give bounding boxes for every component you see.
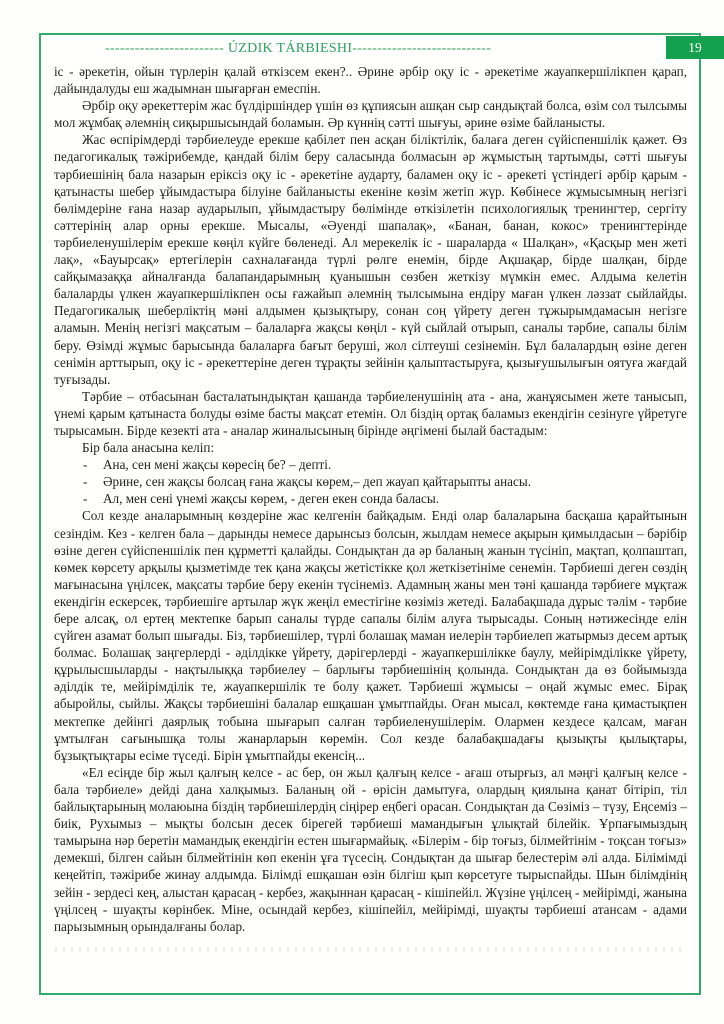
dialog-dash: -: [83, 474, 88, 490]
journal-title: ÚZDIK TÁRBIESHI: [224, 41, 353, 56]
page-number-badge: [666, 36, 724, 59]
header-dashes-left: ------------------------: [105, 41, 225, 56]
header-dashes-right: ----------------------------: [352, 41, 492, 56]
article-body: [41, 61, 699, 935]
dialog-dash: -: [83, 491, 88, 507]
paragraph: Сол кезде аналарымның көздеріне жас келгенін байқадым. Енді олар балаларына басқаша қарайтынын сезіндім. Кез - келген бала – дарынды немесе дарынсыз болсын, жылдам немесе ақырын қимылдасын – бәрібір өзіне деген сүйіспеншілік пен құрметті қалайды. Сондықтан да әр баланың жанын түсініп, мақтап, қолпаштап, көмек көрсету арқылы қызметімде тек қана жақсы жетістікке қол жеткізетініме сенемін. Тәрбиеші деген сөздің мағынасына үңілсек, мақсаты тәрбие беру екенін түсінеміз. Адамның жаны мен тәні қашанда тәрбиеге мұқтаж екендігін ескерсек, тәрбиешіге артылар жүк жеңіл еместігіне көзіміз жетеді. Балабақшада дұрыс тәлім - тәрбие бере алсақ, ол ертең мектепке барып саналы түрде сапалы білім алуға тырысады. Соның нәтижесінде елін сүйген азамат болып шығады. Біз, тәрбиешілер, түрлі болашақ маман иелерін тәрбиелеп жатырмыз десем артық болмас. Болашақ заңгерлерді - әділдікке үйрету, дәрігерлерді - жауапкершілікке баулу, мейірімділікке үйрету, құрылысшыларды - нақтылыққа тәрбиелеу – барлығы тәрбиешінің қолында. Сондықтан да өз бойымызда әділдік те, мейірімділік те, жауапкершілік те болу қажет. Тәрбиеші жұмысы – оңай жұмыс емес. Бірақ абыройлы, сыйлы. Жақсы тәрбиешіні балалар ешқашан ұмытпайды. Оған мысал, көктемде ғана қимастықпен мектепке дейінгі даярлық тобына шығарып салған тәрбиеленушілерім. Олармен кездесе қалсам, маған ұмтылған сағынышқа толы жанарларын көремін. Сол кезде балабақшадағы қызықты қылықтары, бұзықтықтары есіме түседі. Бірін ұмытпайды екенсің...: [54, 508, 687, 763]
journal-header: [105, 40, 699, 57]
dialog-text: Ал, мен сені үнемі жақсы көрем, - деген екен сонда баласы.: [103, 491, 440, 507]
paragraph: Тәрбие – отбасынан басталатындықтан қашанда тәрбиеленушінің ата - ана, жанұясымен жете танысып, үнемі қарым қатынаста болуды өзіме басты мақсат етемін. Ол біздің ортақ баламыз екендігін сезінуге үйретуге тырысамын. Бірде кезекті ата - аналар жиналысының бірінде әңгімені былай бастадым:: [54, 388, 687, 438]
paragraph: Әрбір оқу әрекеттерім жас бүлдіршіндер үшін өз құпиясын ашқан сыр сандықтай болса, өзім сол тылсымы мол жұмбақ әлемнің сиқыршысындай боламын. Әр күннің сәтті шығуы, әрине өзіме байланысты.: [54, 98, 687, 131]
page-number: 19: [688, 39, 702, 55]
dialog-text: Әрине, сен жақсы болсаң ғана жақсы көрем,– деп жауап қайтарыпты анасы.: [103, 474, 532, 490]
dialog-text: Ана, сен мені жақсы көресің бе? – депті.: [103, 457, 332, 473]
page-content-frame: [39, 33, 701, 995]
dialog-line: [54, 473, 687, 490]
dialog-line: [54, 456, 687, 473]
dialog-dash: -: [83, 457, 88, 473]
paragraph: Жас өспірімдерді тәрбиелеуде ерекше қабілет пен асқан біліктілік, балаға деген сүйіспеншілік қажет. Өз педагогикалық тәжірибемде, қандай білім беру саласында болмасын әр жұмыстың тартымды, сәтті шығуы тәрбиешінің бала назарын еріксіз оқу іс - әрекетіне аударту, баламен оқу іс - әрекеті үстіндегі әрбір қарым - қатынасты шебер ұйымдастыра білуіне байланысты екеніне көзім жетіп жүр. Көбінесе жұмысымның негізгі бөлімдеріне ғана назар аударылып, ұйымдастыру бөлімінде өткізілетін психологиялық тренингтер, сергіту сәттерінің алар орны ерекше. Мысалы, «Әуенді шапалақ», «Банан, банан, кокос» тренингтерінде тәрбиеленушілерім ерекше көңіл күйге бөленеді. Ал мерекелік іс - шараларда « Шалқан», «Қасқыр мен жеті лақ», «Бауырсақ» ертегілерін сахналағанда түрлі рөлге енемін, бірде Ақшақар, бірде шалқан, бірде сайқымазаққа айналғанда балапандарымның қуанышын сөзбен жеткізу мүмкін емес. Алдыма келетін балаларды үлкен жауапкершілікпен осы ғажайып әлемнің тылсымына ендіру маған үлкен ләззат сыйлайды. Педагогикалық шеберліктің мәні алдымен қызықтыру, сонан соң үйрету деген тұжырымдамасын негізге аламын. Менің негізгі мақсатым – балаларға жақсы көңіл - күй сыйлай отырып, саналы тәрбие, сапалы білім беру. Өзімді жұмыс барысында балаларға бағыт беруші, жол сілтеуші сезінемін. Бұл балалардың өзіне деген сенімін арттырып, оқу іс - әрекеттеріне деген тұрақты зейінін қалыптастыруға, қызығушылығын оятуға жағдай туғызады.: [54, 132, 687, 387]
dialog-line: [54, 490, 687, 507]
paragraph: Бір бала анасына келіп:: [82, 440, 215, 456]
paragraph: «Ел есіңде бір жыл қалғың келсе - ас бер, он жыл қалғың келсе - ағаш отырғыз, ал мәңгі қалғың келсе - бала тәрбиеле» дейді дана халқымыз. Баланың ой - өрісін дамытуға, олардың қиялына қанат бітіріп, тіл байлықтарының молаюына біздің тәрбиешілердің сіңірер еңбегі орасан. Сондықтан да Сөзіміз – түзу, Еңсеміз – биік, Рухымыз – мықты болсын десек бірегей тәрбиеші мамандығын ұлықтай білейік. Ұрпағымыздың тамырына нәр беретін мамандық екендігін естен шығармайық. «Білерім - бір тоғыз, білмейтінім - тоқсан тоғыз» демекші, білген сайын білмейтінін көп екенін ұға түсесің. Сондықтан да шығар белестерім әлі алда. Білімімді кеңейтіп, тәжірибе жинау алдымда. Білімді ешқашан өзін білгіш қып көрсетуге тырыспайды. Шын білімдінің зейін - зердесі кең, алыстан қарасаң - кербез, жақыннан қарасаң - кішіпейіл. Жүзіне үңілсең - мейірімді, жанына үңілсең - шуақты көрінбек. Міне, осындай кербез, кішіпейіл, мейірімді, шуақты тәрбиеші атансам - адами парызымның орындалғаны болар.: [54, 764, 687, 934]
paragraph: іс - әрекетін, ойын түрлерін қалай өткізсем екен?.. Әрине әрбір оқу іс - әрекетіме жауапкершілікпен қарап, дайындалуды еш жадымнан шығарған емеспін.: [54, 64, 687, 97]
scan-show-through-artifact: [55, 947, 685, 952]
